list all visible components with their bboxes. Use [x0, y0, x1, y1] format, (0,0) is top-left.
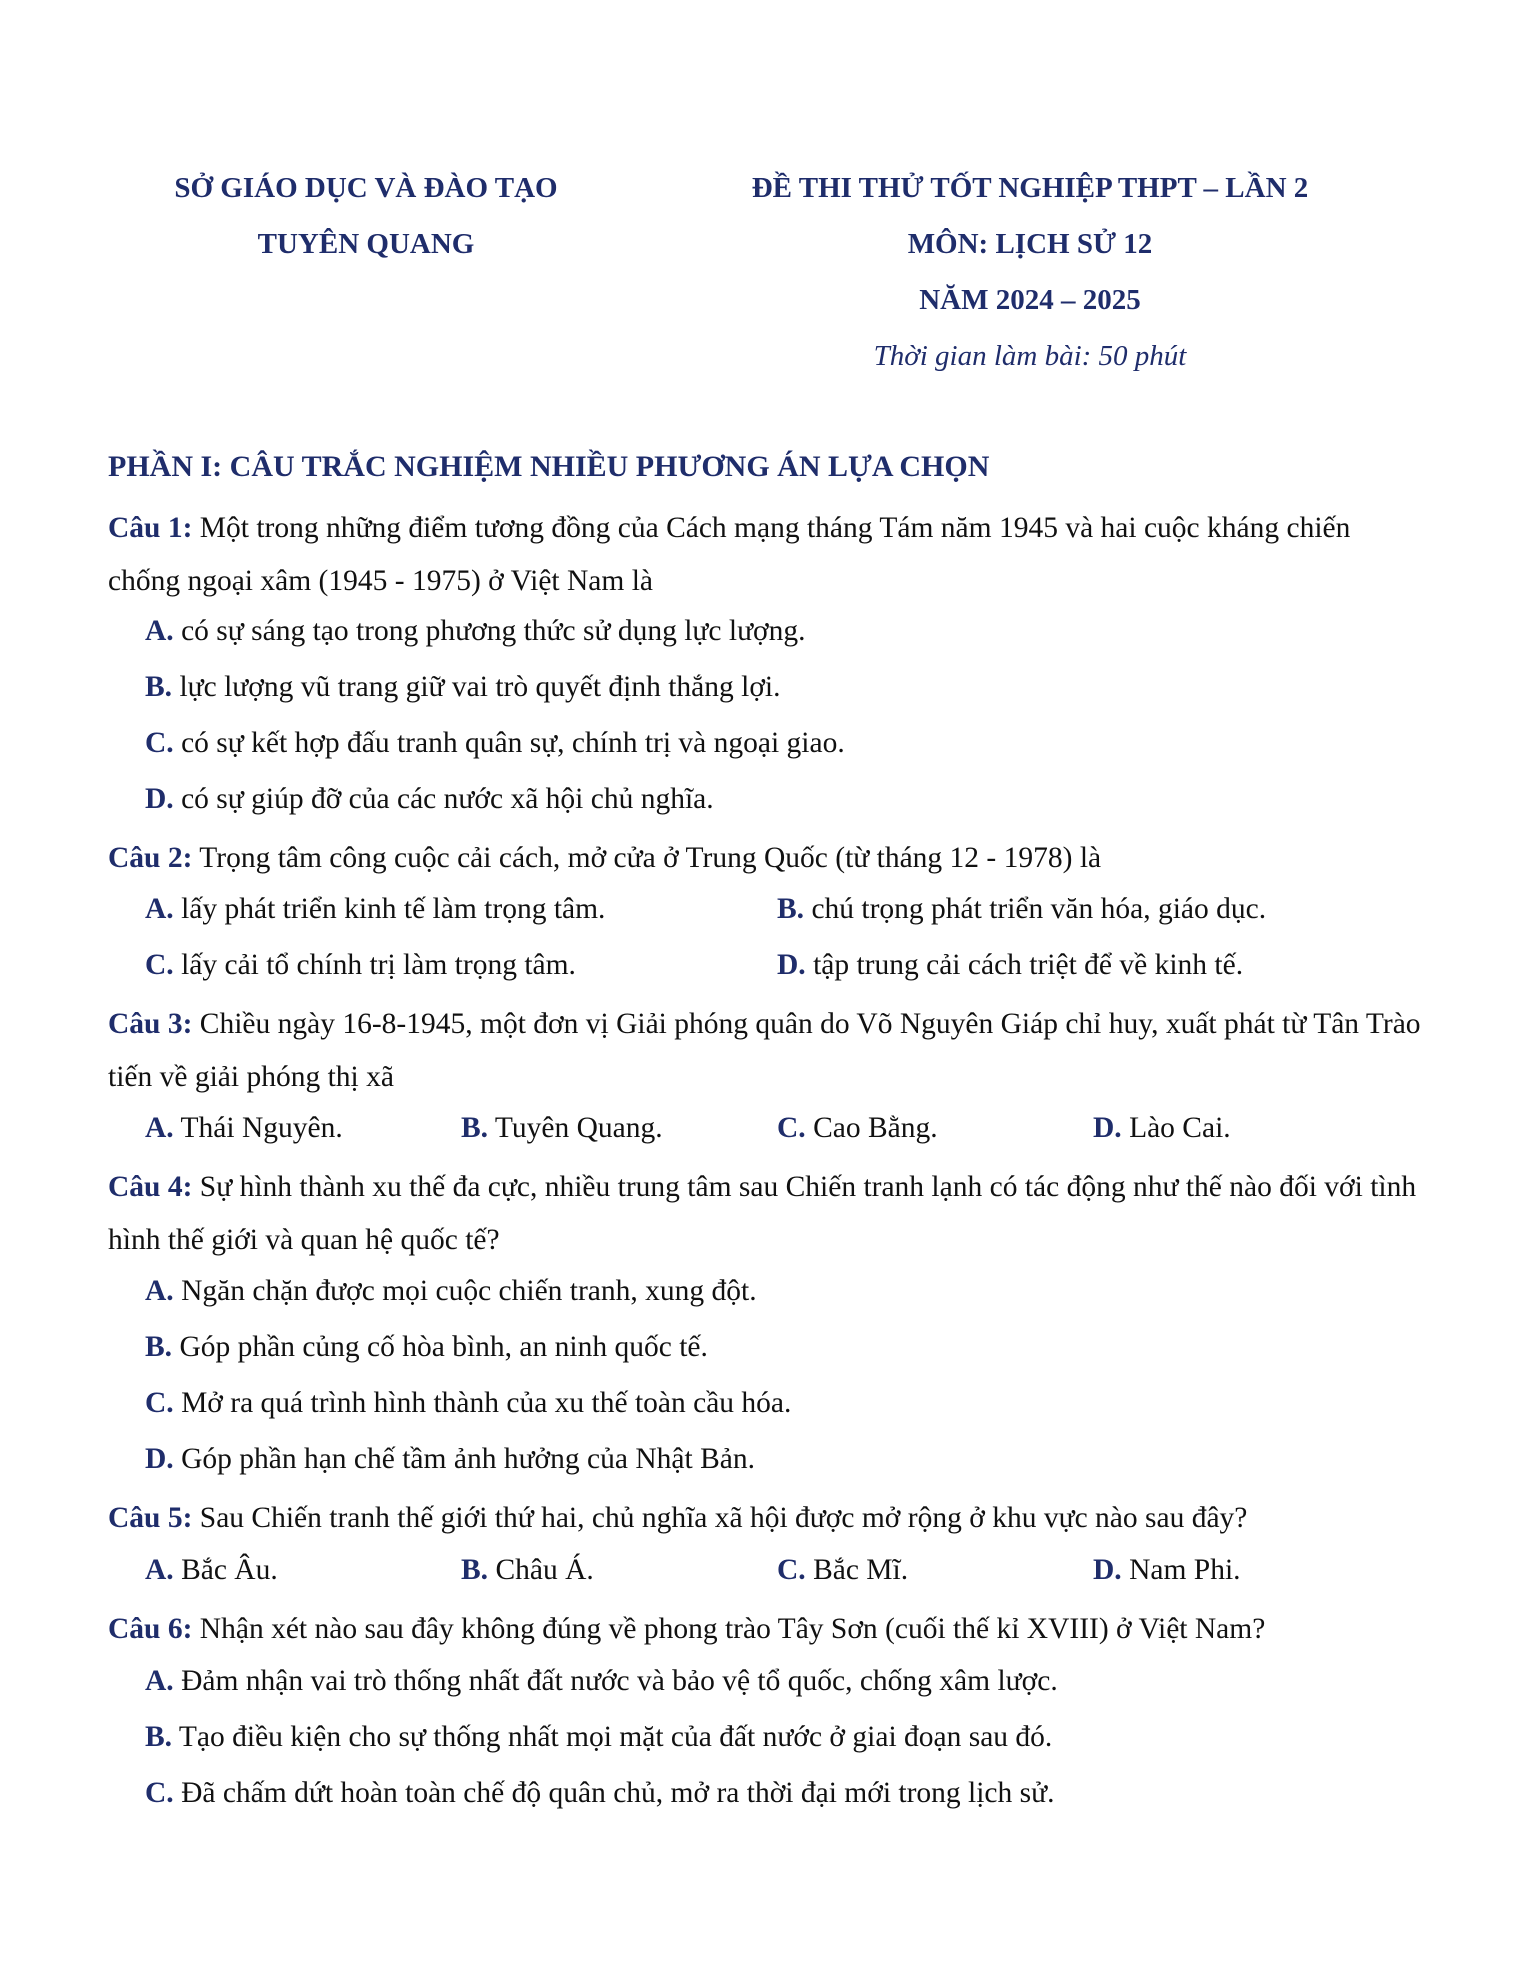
option-text: Cao Bằng. — [813, 1112, 938, 1144]
exam-year: NĂM 2024 – 2025 — [919, 284, 1141, 316]
option-letter: D. — [777, 949, 806, 981]
question-2-option-a[interactable] — [145, 893, 605, 926]
option-text: lấy phát triển kinh tế làm trọng tâm. — [181, 893, 606, 925]
question-2-option-d[interactable] — [777, 949, 1243, 982]
question-5-option-c[interactable] — [777, 1554, 908, 1587]
option-text: lực lượng vũ trang giữ vai trò quyết định thắng lợi. — [179, 671, 781, 703]
option-letter: B. — [461, 1554, 489, 1586]
question-6-option-a[interactable] — [145, 1665, 1058, 1698]
question-6-option-c[interactable] — [145, 1777, 1055, 1810]
option-text: tập trung cải cách triệt để về kinh tế. — [813, 949, 1244, 981]
question-text: Một trong những điểm tương đồng của Cách mạng tháng Tám năm 1945 và hai cuộc kháng chiến chống ngoại xâm (1945 - 1975) ở Việt Nam là — [108, 512, 1351, 597]
exam-subject: MÔN: LỊCH SỬ 12 — [907, 228, 1153, 260]
option-text: chú trọng phát triển văn hóa, giáo dục. — [811, 893, 1267, 925]
option-letter: D. — [1093, 1112, 1122, 1144]
question-6-option-b[interactable] — [145, 1721, 1052, 1754]
option-letter: C. — [145, 727, 174, 759]
question-4-option-c[interactable] — [145, 1387, 791, 1420]
option-letter: A. — [145, 615, 174, 647]
question-2 — [108, 832, 1428, 885]
question-1-option-a[interactable] — [145, 615, 806, 648]
option-letter: B. — [777, 893, 805, 925]
option-letter: B. — [461, 1112, 489, 1144]
question-4-option-d[interactable] — [145, 1443, 755, 1476]
option-text: Lào Cai. — [1129, 1112, 1231, 1144]
question-3 — [108, 998, 1428, 1104]
option-text: có sự kết hợp đấu tranh quân sự, chính trị và ngoại giao. — [181, 727, 845, 759]
option-text: Châu Á. — [495, 1554, 594, 1586]
question-3-option-c[interactable] — [777, 1112, 938, 1145]
question-label: Câu 5: — [108, 1502, 193, 1534]
option-text: Tuyên Quang. — [494, 1112, 663, 1144]
option-letter: D. — [145, 1443, 174, 1475]
question-1-option-c[interactable] — [145, 727, 845, 760]
option-text: Góp phần củng cố hòa bình, an ninh quốc tế. — [179, 1331, 708, 1363]
option-letter: C. — [145, 1777, 174, 1809]
option-letter: A. — [145, 1665, 174, 1697]
question-2-option-b[interactable] — [777, 893, 1266, 926]
option-text: Ngăn chặn được mọi cuộc chiến tranh, xung đột. — [181, 1275, 757, 1307]
question-3-option-d[interactable] — [1093, 1112, 1231, 1145]
option-text: Đảm nhận vai trò thống nhất đất nước và bảo vệ tổ quốc, chống xâm lược. — [181, 1665, 1058, 1697]
question-text: Trọng tâm công cuộc cải cách, mở cửa ở Trung Quốc (từ tháng 12 - 1978) là — [199, 842, 1102, 874]
question-5-option-a[interactable] — [145, 1554, 278, 1587]
question-label: Câu 6: — [108, 1613, 193, 1645]
question-1 — [108, 502, 1428, 608]
question-5-option-b[interactable] — [461, 1554, 594, 1587]
question-text: Sau Chiến tranh thế giới thứ hai, chủ nghĩa xã hội được mở rộng ở khu vực nào sau đây? — [199, 1502, 1248, 1534]
question-label: Câu 4: — [108, 1171, 193, 1203]
question-label: Câu 3: — [108, 1008, 193, 1040]
question-2-option-c[interactable] — [145, 949, 576, 982]
question-1-option-b[interactable] — [145, 671, 781, 704]
option-text: lấy cải tổ chính trị làm trọng tâm. — [181, 949, 576, 981]
section-title: PHẦN I: CÂU TRẮC NGHIỆM NHIỀU PHƯƠNG ÁN LỰA CHỌN — [108, 450, 990, 483]
question-3-option-b[interactable] — [461, 1112, 663, 1145]
option-text: Nam Phi. — [1129, 1554, 1241, 1586]
question-6 — [108, 1603, 1428, 1656]
option-letter: A. — [145, 1554, 174, 1586]
department-name: SỞ GIÁO DỤC VÀ ĐÀO TẠO — [174, 172, 558, 204]
question-1-option-d[interactable] — [145, 783, 714, 816]
exam-duration: Thời gian làm bài: 50 phút — [873, 340, 1187, 372]
question-text: Sự hình thành xu thế đa cực, nhiều trung tâm sau Chiến tranh lạnh có tác động như thế nào đối với tình hình thế giới và quan hệ quốc tế? — [108, 1171, 1417, 1256]
question-5 — [108, 1492, 1428, 1545]
option-letter: C. — [777, 1112, 806, 1144]
option-letter: B. — [145, 671, 173, 703]
option-letter: B. — [145, 1721, 173, 1753]
option-text: có sự sáng tạo trong phương thức sử dụng lực lượng. — [181, 615, 806, 647]
question-text: Chiều ngày 16-8-1945, một đơn vị Giải phóng quân do Võ Nguyên Giáp chỉ huy, xuất phát từ Tân Trào tiến về giải phóng thị xã — [108, 1008, 1421, 1093]
option-letter: D. — [145, 783, 174, 815]
option-letter: B. — [145, 1331, 173, 1363]
option-text: Bắc Âu. — [181, 1554, 278, 1586]
question-4-option-b[interactable] — [145, 1331, 708, 1364]
option-letter: A. — [145, 893, 174, 925]
province-name: TUYÊN QUANG — [257, 228, 475, 260]
question-3-option-a[interactable] — [145, 1112, 343, 1145]
option-text: có sự giúp đỡ của các nước xã hội chủ nghĩa. — [181, 783, 714, 815]
option-letter: D. — [1093, 1554, 1122, 1586]
option-letter: C. — [145, 1387, 174, 1419]
option-text: Mở ra quá trình hình thành của xu thế toàn cầu hóa. — [181, 1387, 792, 1419]
option-letter: A. — [145, 1112, 174, 1144]
question-text: Nhận xét nào sau đây không đúng về phong trào Tây Sơn (cuối thế kỉ XVIII) ở Việt Nam? — [199, 1613, 1266, 1645]
option-text: Góp phần hạn chế tầm ảnh hưởng của Nhật Bản. — [181, 1443, 755, 1475]
option-text: Đã chấm dứt hoàn toàn chế độ quân chủ, mở ra thời đại mới trong lịch sử. — [181, 1777, 1055, 1809]
option-text: Tạo điều kiện cho sự thống nhất mọi mặt của đất nước ở giai đoạn sau đó. — [178, 1721, 1053, 1753]
option-letter: C. — [145, 949, 174, 981]
question-label: Câu 1: — [108, 512, 193, 544]
option-letter: A. — [145, 1275, 174, 1307]
question-4 — [108, 1161, 1428, 1267]
question-4-option-a[interactable] — [145, 1275, 757, 1308]
option-letter: C. — [777, 1554, 806, 1586]
exam-title: ĐỀ THI THỬ TỐT NGHIỆP THPT – LẦN 2 — [751, 172, 1309, 204]
question-5-option-d[interactable] — [1093, 1554, 1241, 1587]
question-label: Câu 2: — [108, 842, 193, 874]
option-text: Bắc Mĩ. — [813, 1554, 909, 1586]
option-text: Thái Nguyên. — [180, 1112, 343, 1144]
